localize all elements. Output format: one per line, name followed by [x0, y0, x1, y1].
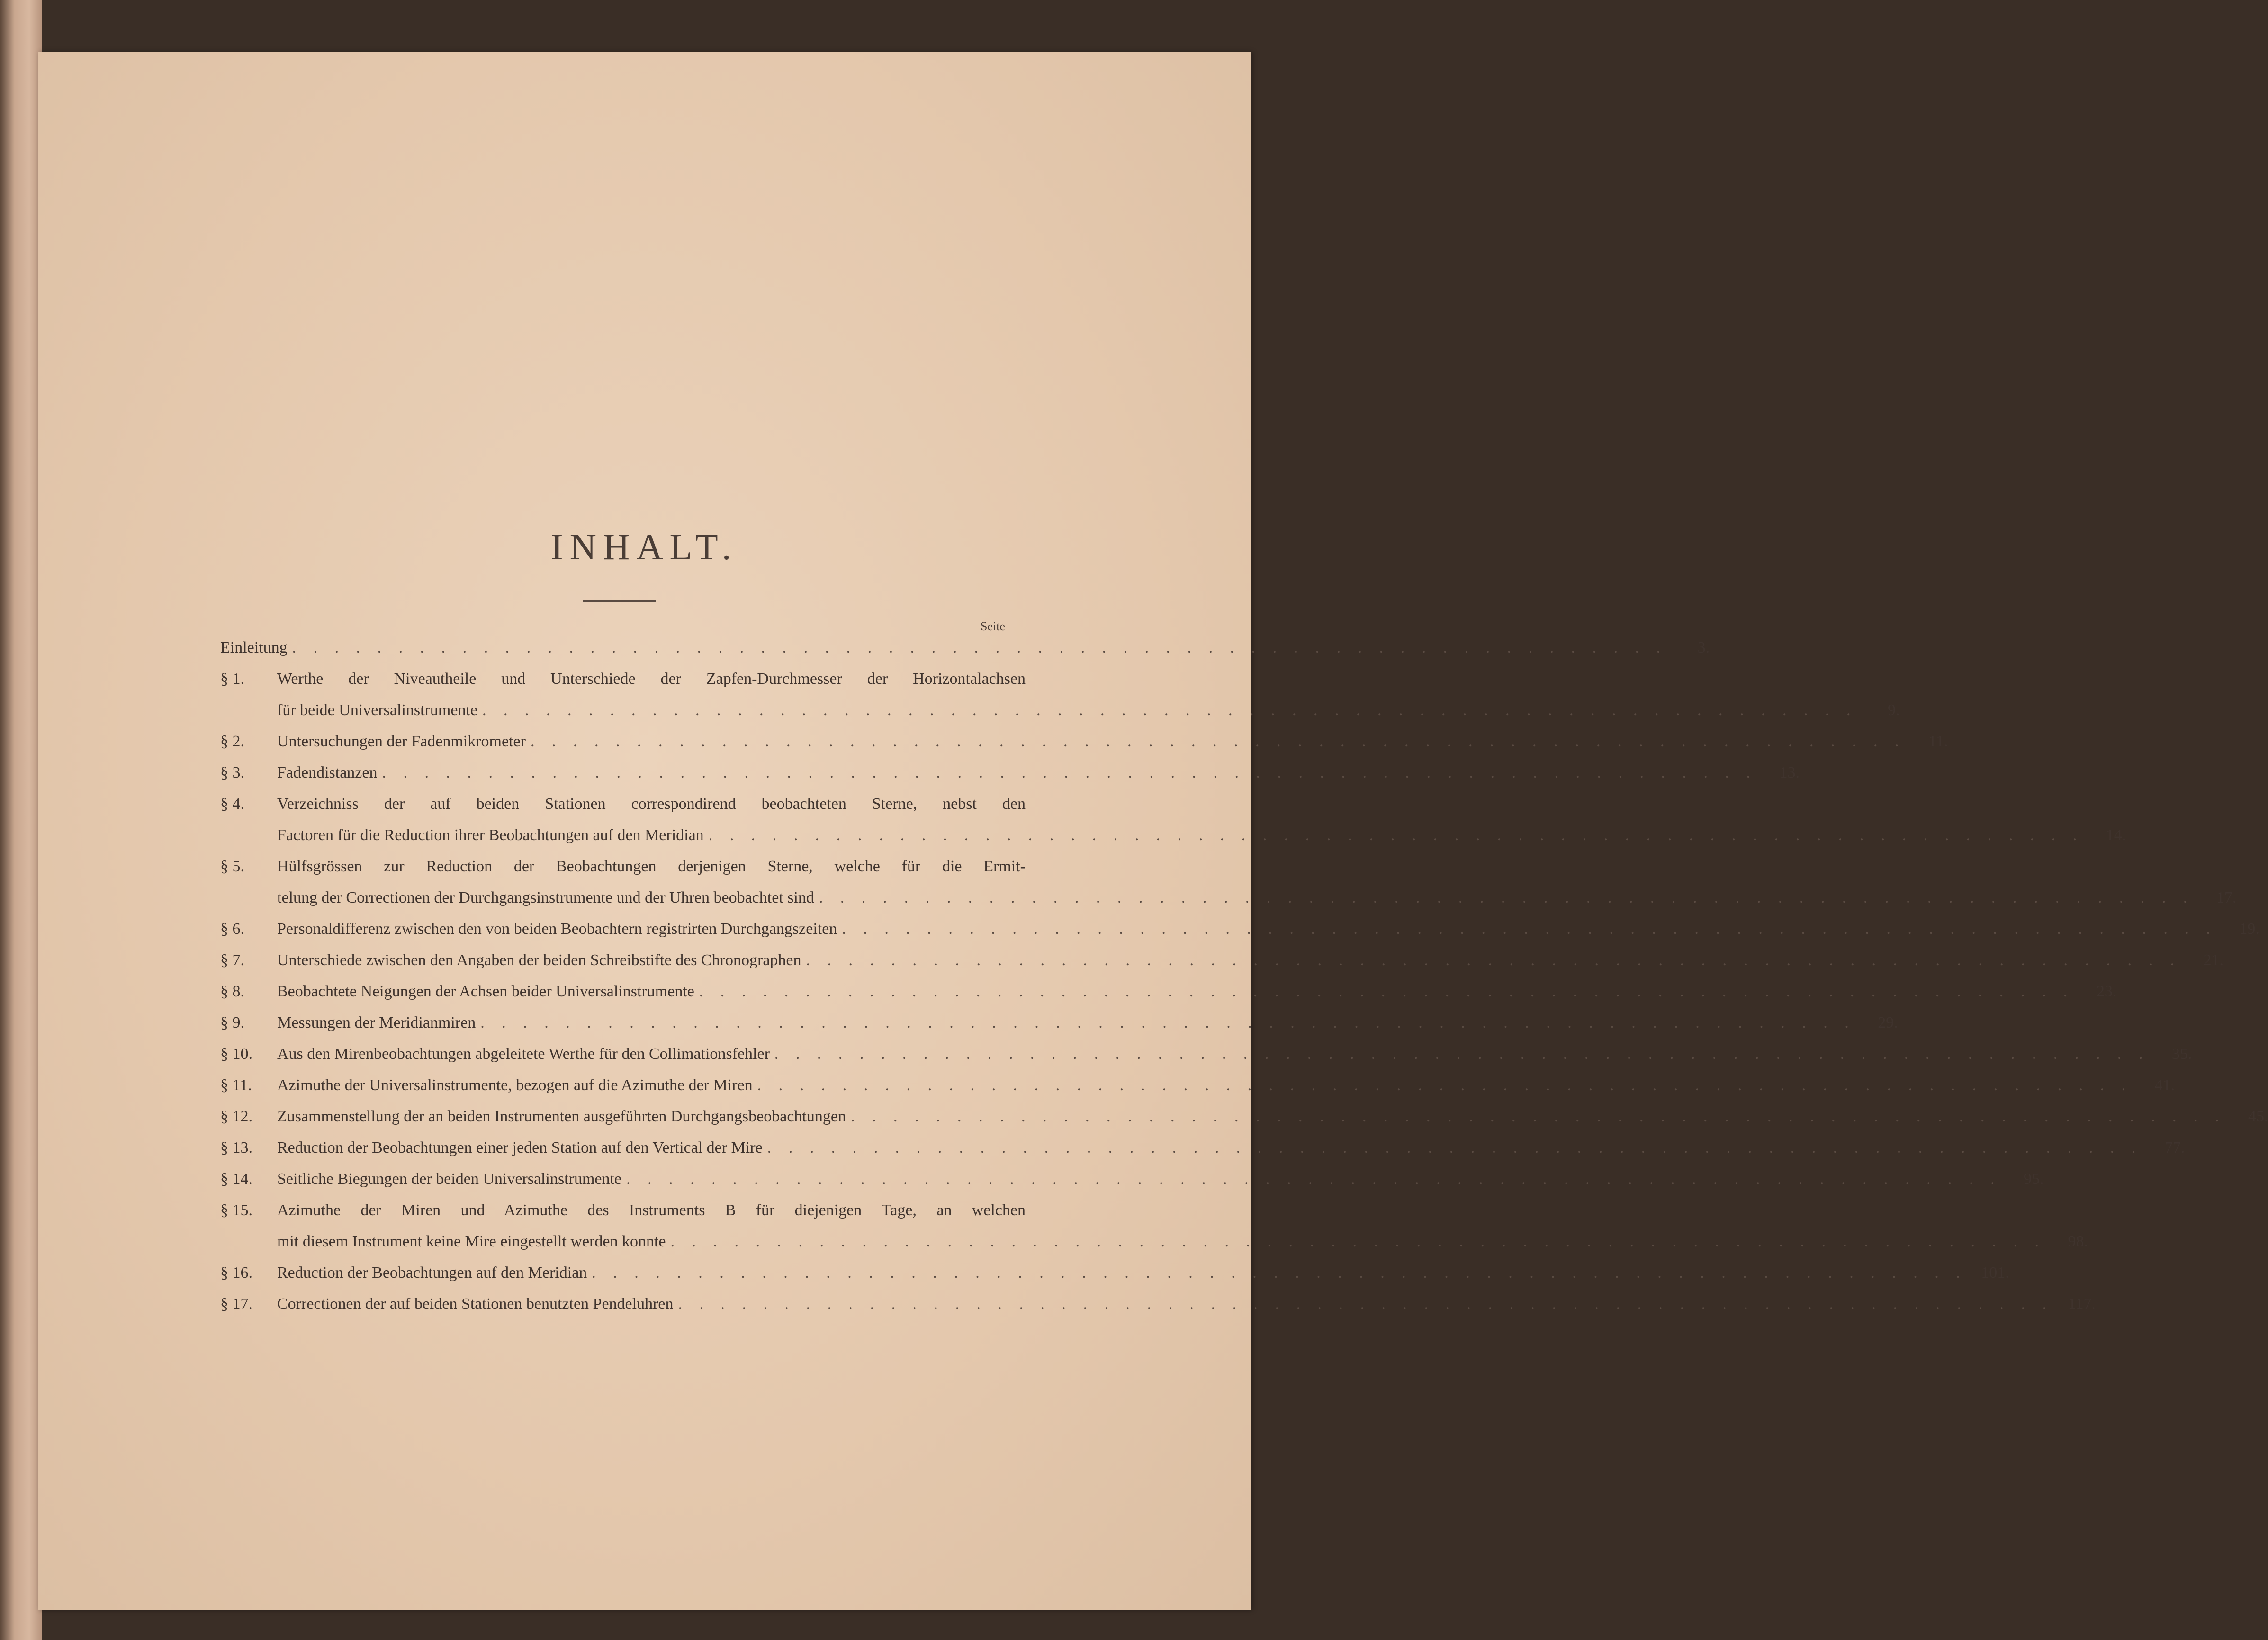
section-number: § 2. [220, 733, 244, 750]
toc-entry [220, 1007, 1898, 1039]
toc-line [220, 945, 2224, 976]
page-number: 35. [2171, 1045, 2192, 1063]
toc-line [220, 1101, 2268, 1132]
toc-line [220, 632, 1710, 663]
dot-leader: . . . . . . . . . . . . . . . . . . . . . . . . . . . . . . . . . . . . . . . . . . . . . . . . . . . . . . . . . . . . . . . . . [670, 1233, 2045, 1250]
entry-title: Factoren für die Reduction ihrer Beobachtungen auf den Meridian [277, 826, 704, 844]
section-number: § 4. [220, 795, 244, 813]
dot-leader: . . . . . . . . . . . . . . . . . . . . . . . . . . . . . . . . . . . . . . . . . . . . . . . . . . . . . . . . . . . . . . . . . [757, 1076, 2133, 1094]
entry-title: telung der Correctionen der Durchgangsinstrumente und der Uhren beobachtet sind [277, 889, 814, 906]
dot-leader: . . . . . . . . . . . . . . . . . . . . . . . . . . . . . . . . . . . . . . . . . . . . . . . . . . . . . . . . . . . . . . . . . [480, 1014, 1855, 1031]
entry-title: Werthe der Niveautheile und Unterschiede der Zapfen-Durchmesser der Horizontalachsen [277, 670, 1026, 688]
toc-entry [220, 1289, 2096, 1320]
section-number: § 13. [220, 1139, 252, 1156]
page-number: 19. [2239, 920, 2259, 938]
entry-title: Untersuchungen der Fadenmikrometer [277, 733, 526, 750]
dot-leader: . . . . . . . . . . . . . . . . . . . . . . . . . . . . . . . . . . . . . . . . . . . . . . . . . . . . . . . . . . . . . . . . . [292, 639, 1667, 656]
page-number: 14. [2106, 826, 2126, 844]
entry-title: Reduction der Beobachtungen einer jeden Station auf den Vertical der Mire [277, 1139, 763, 1156]
entry-title: Aus den Mirenbeobachtungen abgeleitete Werthe für den Collimationsfehler [277, 1045, 770, 1063]
entry-title: Einleitung [220, 639, 288, 656]
section-number: § 11. [220, 1076, 252, 1094]
entry-title: Unterschiede zwischen den Angaben der beiden Schreibstifte des Chronographen [277, 951, 801, 969]
entry-title: für beide Universalinstrumente [277, 701, 477, 719]
section-number: § 10. [220, 1045, 252, 1063]
toc-entry [220, 663, 1900, 726]
toc-line [220, 1289, 2096, 1320]
section-number: § 7. [220, 951, 244, 969]
page-number: 29. [1878, 1014, 1898, 1031]
table-of-contents [220, 632, 2268, 1320]
dot-leader: . . . . . . . . . . . . . . . . . . . . . . . . . . . . . . . . . . . . . . . . . . . . . . . . . . . . . . . . . . . . . . . . . [806, 951, 2181, 969]
toc-line [220, 695, 1900, 726]
toc-entry [220, 1101, 2268, 1132]
section-number: § 15. [220, 1201, 252, 1219]
dot-leader: . . . . . . . . . . . . . . . . . . . . . . . . . . . . . . . . . . . . . . . . . . . . . . . . . . . . . . . . . . . . . . . . . [482, 701, 1857, 719]
page-number: 95. [2024, 1170, 2044, 1188]
dot-leader: . . . . . . . . . . . . . . . . . . . . . . . . . . . . . . . . . . . . . . . . . . . . . . . . . . . . . . . . . . . . . . . . . [382, 764, 1757, 781]
book-spine [0, 0, 42, 1640]
page-number: 21. [2203, 951, 2224, 969]
entry-title: Personaldifferenz zwischen den von beiden Beobachtern registrirten Durchgangszeiten [277, 920, 837, 938]
dot-leader: . . . . . . . . . . . . . . . . . . . . . . . . . . . . . . . . . . . . . . . . . . . . . . . . . . . . . . . . . . . . . . . . . [678, 1295, 2053, 1313]
page-number: 23. [2096, 983, 2117, 1000]
entry-title: Azimuthe der Miren und Azimuthe des Instruments B für diejenigen Tage, an welchen [277, 1201, 1026, 1219]
toc-entry [220, 632, 1710, 663]
toc-entry [220, 1164, 2044, 1195]
toc-line [220, 851, 1059, 882]
section-number: § 17. [220, 1295, 252, 1313]
dot-leader: . . . . . . . . . . . . . . . . . . . . . . . . . . . . . . . . . . . . . . . . . . . . . . . . . . . . . . . . . . . . . . . . . [850, 1108, 2226, 1125]
section-number: § 8. [220, 983, 244, 1000]
toc-line [220, 1195, 1059, 1226]
toc-entry [220, 945, 2224, 976]
dot-leader: . . . . . . . . . . . . . . . . . . . . . . . . . . . . . . . . . . . . . . . . . . . . . . . . . . . . . . . . . . . . . . . . . [842, 920, 2217, 938]
page-title: INHALT. [550, 526, 738, 567]
page-number: 41. [2154, 1076, 2175, 1094]
section-number: § 9. [220, 1014, 244, 1031]
toc-line [220, 1257, 2009, 1289]
page-column-header: Seite [981, 619, 1005, 633]
toc-line [220, 1070, 2175, 1101]
toc-entry [220, 1257, 2009, 1289]
dot-leader: . . . . . . . . . . . . . . . . . . . . . . . . . . . . . . . . . . . . . . . . . . . . . . . . . . . . . . . . . . . . . . . . . [774, 1045, 2150, 1063]
entry-title: Messungen der Meridianmiren [277, 1014, 476, 1031]
section-number: § 16. [220, 1264, 252, 1282]
toc-entry [220, 914, 2259, 945]
entry-title: Beobachtete Neigungen der Achsen beider Universalinstrumente [277, 983, 694, 1000]
page-number: 13. [1779, 764, 1800, 781]
toc-line [220, 820, 2126, 851]
page-number: 17. [2216, 889, 2237, 906]
entry-title: Azimuthe der Universalinstrumente, bezogen auf die Azimuthe der Miren [277, 1076, 753, 1094]
toc-line [220, 1039, 2192, 1070]
toc-entry [220, 976, 2117, 1007]
page-number: 77. [2164, 1139, 2185, 1156]
document-page [38, 52, 2268, 1610]
toc-entry [220, 789, 2126, 851]
dot-leader: . . . . . . . . . . . . . . . . . . . . . . . . . . . . . . . . . . . . . . . . . . . . . . . . . . . . . . . . . . . . . . . . . [592, 1264, 1967, 1282]
entry-title: mit diesem Instrument keine Mire eingestellt werden konnte [277, 1233, 666, 1250]
page-number: 11. [1928, 733, 1948, 750]
section-number: § 1. [220, 670, 244, 688]
toc-line [220, 1132, 2185, 1164]
page-number: 117. [2068, 1295, 2096, 1313]
toc-line [220, 1007, 1898, 1039]
toc-entry [220, 757, 1800, 789]
toc-line [220, 726, 1948, 757]
dot-leader: . . . . . . . . . . . . . . . . . . . . . . . . . . . . . . . . . . . . . . . . . . . . . . . . . . . . . . . . . . . . . . . . . [708, 826, 2084, 844]
toc-entry [220, 1070, 2175, 1101]
dot-leader: . . . . . . . . . . . . . . . . . . . . . . . . . . . . . . . . . . . . . . . . . . . . . . . . . . . . . . . . . . . . . . . . . [626, 1170, 2001, 1188]
dot-leader: . . . . . . . . . . . . . . . . . . . . . . . . . . . . . . . . . . . . . . . . . . . . . . . . . . . . . . . . . . . . . . . . . [767, 1139, 2142, 1156]
entry-title: Hülfsgrössen zur Reduction der Beobachtungen derjenigen Sterne, welche für die Ermit- [277, 858, 1026, 875]
toc-line [220, 882, 2237, 914]
section-number: § 5. [220, 858, 244, 875]
entry-title: Verzeichniss der auf beiden Stationen correspondirend beobachteten Sterne, nebst den [277, 795, 1026, 813]
toc-line [220, 976, 2117, 1007]
toc-entry [220, 1195, 2088, 1257]
entry-title: Seitliche Biegungen der beiden Universalinstrumente [277, 1170, 622, 1188]
toc-line [220, 1226, 2088, 1257]
title-rule [583, 600, 656, 602]
page-number: 45. [2248, 1108, 2268, 1125]
entry-title: Correctionen der auf beiden Stationen benutzten Pendeluhren [277, 1295, 674, 1313]
dot-leader: . . . . . . . . . . . . . . . . . . . . . . . . . . . . . . . . . . . . . . . . . . . . . . . . . . . . . . . . . . . . . . . . . [819, 889, 2194, 906]
toc-line [220, 757, 1800, 789]
toc-entry [220, 1132, 2185, 1164]
toc-entry [220, 726, 1948, 757]
dot-leader: . . . . . . . . . . . . . . . . . . . . . . . . . . . . . . . . . . . . . . . . . . . . . . . . . . . . . . . . . . . . . . . . . [530, 733, 1906, 750]
entry-title: Zusammenstellung der an beiden Instrumenten ausgeführten Durchgangsbeobachtungen [277, 1108, 846, 1125]
toc-entry [220, 1039, 2192, 1070]
page-number: 3. [1697, 639, 1710, 656]
toc-line [220, 789, 1059, 820]
page-number: 101. [1981, 1264, 2009, 1282]
section-number: § 6. [220, 920, 244, 938]
toc-line [220, 663, 1059, 695]
entry-title: Fadendistanzen [277, 764, 378, 781]
entry-title: Reduction der Beobachtungen auf den Meridian [277, 1264, 587, 1282]
section-number: § 3. [220, 764, 244, 781]
toc-line [220, 914, 2259, 945]
toc-line [220, 1164, 2044, 1195]
dot-leader: . . . . . . . . . . . . . . . . . . . . . . . . . . . . . . . . . . . . . . . . . . . . . . . . . . . . . . . . . . . . . . . . . [699, 983, 2074, 1000]
section-number: § 14. [220, 1170, 252, 1188]
page-number: 9. [1887, 701, 1900, 719]
section-number: § 12. [220, 1108, 252, 1125]
toc-entry [220, 851, 2237, 914]
page-number: 98. [2068, 1233, 2088, 1250]
